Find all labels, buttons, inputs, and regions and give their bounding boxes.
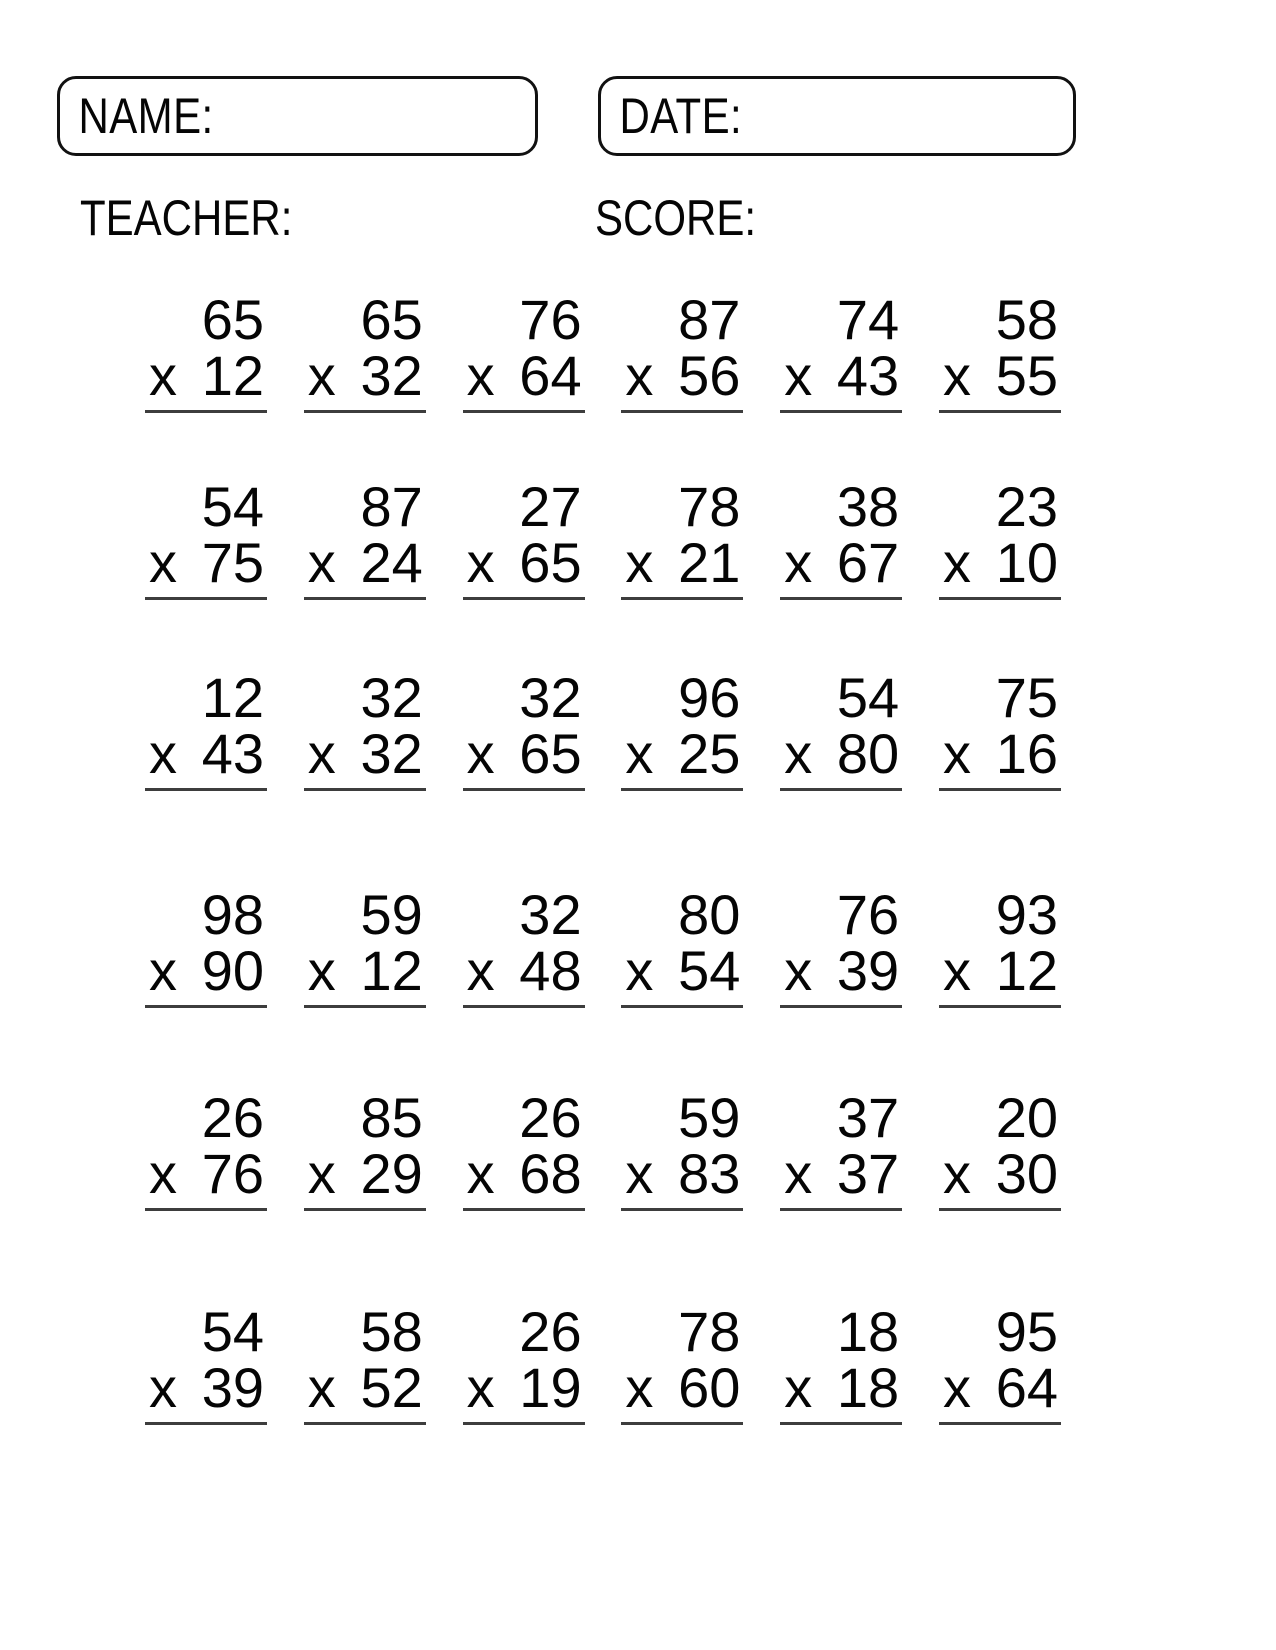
multiplier-line — [780, 1142, 902, 1211]
multiply-operator: x — [784, 1356, 813, 1419]
multiplicand: 26 — [519, 1300, 582, 1363]
multiplier-line — [463, 1356, 585, 1425]
multiplier-line — [304, 939, 426, 1008]
multiplier-line — [304, 1142, 426, 1211]
multiplicand: 59 — [360, 883, 423, 946]
multiplication-problem — [145, 288, 267, 413]
multiply-operator: x — [625, 939, 654, 1002]
multiplier-line — [621, 344, 743, 413]
multiplicand: 32 — [519, 883, 582, 946]
multiplication-problem — [304, 1086, 426, 1211]
multiplicand: 20 — [995, 1086, 1058, 1149]
multiplication-problem — [145, 1086, 267, 1211]
multiply-operator: x — [784, 939, 813, 1002]
multiply-operator: x — [149, 344, 177, 407]
problem-row — [145, 666, 1061, 791]
multiplication-problem — [463, 1086, 585, 1211]
multiplier: 90 — [201, 939, 264, 1002]
multiply-operator: x — [466, 1356, 495, 1419]
multiply-operator: x — [625, 344, 654, 407]
multiplier: 54 — [678, 939, 741, 1002]
multiplicand: 58 — [360, 1300, 423, 1363]
multiply-operator: x — [625, 1356, 654, 1419]
multiplicand: 23 — [995, 475, 1058, 538]
multiplicand: 98 — [201, 883, 264, 946]
multiplication-problem — [621, 666, 743, 791]
multiplicand: 75 — [995, 666, 1058, 729]
multiply-operator: x — [307, 1142, 336, 1205]
multiplier: 30 — [995, 1142, 1058, 1205]
multiplicand: 93 — [995, 883, 1058, 946]
multiply-operator: x — [307, 722, 336, 785]
multiplicand: 76 — [836, 883, 900, 946]
multiplier: 32 — [360, 722, 423, 785]
multiplier: 76 — [201, 1142, 264, 1205]
multiplier: 24 — [360, 531, 423, 594]
multiply-operator: x — [149, 531, 177, 594]
multiplication-problem — [780, 666, 902, 791]
multiply-operator: x — [784, 1142, 813, 1205]
multiplier-line — [463, 1142, 585, 1211]
multiplier: 43 — [201, 722, 264, 785]
multiplier-line — [145, 1142, 267, 1211]
multiplier: 80 — [836, 722, 900, 785]
multiplication-problem — [304, 288, 426, 413]
multiplier-line — [463, 722, 585, 791]
multiplier-line — [939, 939, 1061, 1008]
multiplicand: 74 — [836, 288, 900, 351]
multiplicand: 80 — [678, 883, 741, 946]
multiplicand: 87 — [360, 475, 423, 538]
multiplier-line — [621, 939, 743, 1008]
multiplicand: 26 — [201, 1086, 264, 1149]
multiplication-problem — [145, 666, 267, 791]
multiplier: 10 — [995, 531, 1058, 594]
multiplication-problem — [145, 475, 267, 600]
multiplicand: 78 — [678, 475, 741, 538]
multiplier-line — [780, 531, 902, 600]
multiplier: 48 — [519, 939, 582, 1002]
multiplication-problem — [304, 475, 426, 600]
multiplicand: 26 — [519, 1086, 582, 1149]
multiplier-line — [304, 722, 426, 791]
multiplier: 25 — [678, 722, 741, 785]
multiplier-line — [621, 1142, 743, 1211]
multiplier: 43 — [836, 344, 900, 407]
multiplication-problem — [304, 883, 426, 1008]
multiplicand: 58 — [995, 288, 1058, 351]
problem-row — [145, 475, 1061, 600]
multiplication-problem — [304, 666, 426, 791]
multiplier: 37 — [836, 1142, 900, 1205]
multiply-operator: x — [625, 531, 654, 594]
multiplicand: 78 — [678, 1300, 741, 1363]
multiplicand: 54 — [836, 666, 900, 729]
multiplier: 39 — [201, 1356, 264, 1419]
problem-row — [145, 288, 1061, 413]
multiplier-line — [621, 722, 743, 791]
multiply-operator: x — [625, 722, 654, 785]
multiplication-problem — [621, 475, 743, 600]
multiplier-line — [463, 344, 585, 413]
multiplier: 64 — [995, 1356, 1058, 1419]
date-label: DATE: — [619, 88, 743, 144]
multiply-operator: x — [942, 939, 971, 1002]
multiply-operator: x — [307, 531, 336, 594]
multiply-operator: x — [466, 344, 495, 407]
multiplicand: 65 — [201, 288, 264, 351]
multiplication-problem — [463, 883, 585, 1008]
multiplication-problem — [145, 1300, 267, 1425]
multiplier-line — [939, 722, 1061, 791]
multiplication-problem — [304, 1300, 426, 1425]
multiplicand: 76 — [519, 288, 582, 351]
problem-row — [145, 883, 1061, 1008]
multiplier: 83 — [678, 1142, 741, 1205]
multiply-operator: x — [784, 722, 813, 785]
multiplier: 12 — [201, 344, 264, 407]
multiplication-problem — [780, 1086, 902, 1211]
multiplier-line — [939, 1356, 1061, 1425]
multiplier: 60 — [678, 1356, 741, 1419]
multiplication-problem — [463, 475, 585, 600]
multiplication-problem — [621, 883, 743, 1008]
multiplicand: 54 — [201, 1300, 264, 1363]
multiplication-problem — [939, 883, 1061, 1008]
multiplicand: 32 — [360, 666, 423, 729]
multiplication-problem — [939, 1086, 1061, 1211]
multiplication-problem — [939, 475, 1061, 600]
multiply-operator: x — [942, 531, 971, 594]
multiplicand: 96 — [678, 666, 741, 729]
multiplier: 21 — [678, 531, 741, 594]
multiplier-line — [463, 531, 585, 600]
multiply-operator: x — [307, 1356, 336, 1419]
multiplication-problem — [780, 883, 902, 1008]
multiplier: 65 — [519, 531, 582, 594]
multiplication-problem — [145, 883, 267, 1008]
multiply-operator: x — [942, 722, 971, 785]
multiplier: 12 — [360, 939, 423, 1002]
multiplication-problem — [463, 1300, 585, 1425]
multiplier: 19 — [519, 1356, 582, 1419]
multiplier: 55 — [995, 344, 1058, 407]
multiply-operator: x — [466, 531, 495, 594]
multiplicand: 95 — [995, 1300, 1058, 1363]
multiplicand: 27 — [519, 475, 582, 538]
multiply-operator: x — [307, 939, 336, 1002]
multiply-operator: x — [942, 1356, 971, 1419]
multiplier: 68 — [519, 1142, 582, 1205]
multiplication-problem — [621, 1086, 743, 1211]
multiply-operator: x — [149, 939, 177, 1002]
multiplier-line — [145, 722, 267, 791]
multiplier: 18 — [836, 1356, 900, 1419]
multiplier-line — [145, 531, 267, 600]
problem-row — [145, 1300, 1061, 1425]
multiplier-line — [463, 939, 585, 1008]
multiply-operator: x — [784, 531, 813, 594]
multiplier-line — [939, 1142, 1061, 1211]
multiplier-line — [621, 1356, 743, 1425]
multiplier: 16 — [995, 722, 1058, 785]
multiplication-problem — [621, 1300, 743, 1425]
multiplier: 52 — [360, 1356, 423, 1419]
problems-grid — [145, 0, 1061, 1650]
multiplier-line — [145, 344, 267, 413]
multiplier-line — [780, 939, 902, 1008]
multiplicand: 38 — [836, 475, 900, 538]
multiplier-line — [780, 722, 902, 791]
multiplier-line — [145, 939, 267, 1008]
multiplication-problem — [621, 288, 743, 413]
multiply-operator: x — [466, 722, 495, 785]
multiplier: 56 — [678, 344, 741, 407]
multiplier: 39 — [836, 939, 900, 1002]
multiplication-problem — [939, 666, 1061, 791]
multiplicand: 59 — [678, 1086, 741, 1149]
multiply-operator: x — [149, 1142, 177, 1205]
multiplier-line — [780, 344, 902, 413]
multiply-operator: x — [307, 344, 336, 407]
multiply-operator: x — [466, 939, 495, 1002]
multiplication-problem — [463, 288, 585, 413]
multiply-operator: x — [784, 344, 813, 407]
multiplier-line — [304, 531, 426, 600]
multiplicand: 65 — [360, 288, 423, 351]
multiply-operator: x — [942, 344, 971, 407]
multiply-operator: x — [149, 1356, 177, 1419]
multiplicand: 12 — [201, 666, 264, 729]
multiplication-problem — [780, 475, 902, 600]
multiplicand: 18 — [836, 1300, 900, 1363]
multiplier: 65 — [519, 722, 582, 785]
name-label: NAME: — [78, 88, 214, 144]
multiply-operator: x — [466, 1142, 495, 1205]
multiply-operator: x — [942, 1142, 971, 1205]
multiplication-problem — [463, 666, 585, 791]
multiplication-problem — [780, 1300, 902, 1425]
multiplication-problem — [780, 288, 902, 413]
multiplicand: 37 — [836, 1086, 900, 1149]
multiplication-problem — [939, 288, 1061, 413]
multiplier-line — [145, 1356, 267, 1425]
multiplier: 12 — [995, 939, 1058, 1002]
multiplier-line — [304, 1356, 426, 1425]
multiplication-problem — [939, 1300, 1061, 1425]
multiplier: 64 — [519, 344, 582, 407]
multiplier-line — [780, 1356, 902, 1425]
problem-row — [145, 1086, 1061, 1211]
multiplier-line — [939, 531, 1061, 600]
multiplicand: 85 — [360, 1086, 423, 1149]
multiplicand: 87 — [678, 288, 741, 351]
multiplicand: 54 — [201, 475, 264, 538]
multiply-operator: x — [625, 1142, 654, 1205]
multiplier-line — [939, 344, 1061, 413]
multiplier: 67 — [836, 531, 900, 594]
multiplier-line — [621, 531, 743, 600]
multiplier: 29 — [360, 1142, 423, 1205]
multiply-operator: x — [149, 722, 177, 785]
multiplier: 75 — [201, 531, 264, 594]
multiplicand: 32 — [519, 666, 582, 729]
multiplier-line — [304, 344, 426, 413]
multiplier: 32 — [360, 344, 423, 407]
score-label: SCORE: — [595, 190, 757, 246]
teacher-label: TEACHER: — [80, 190, 293, 246]
